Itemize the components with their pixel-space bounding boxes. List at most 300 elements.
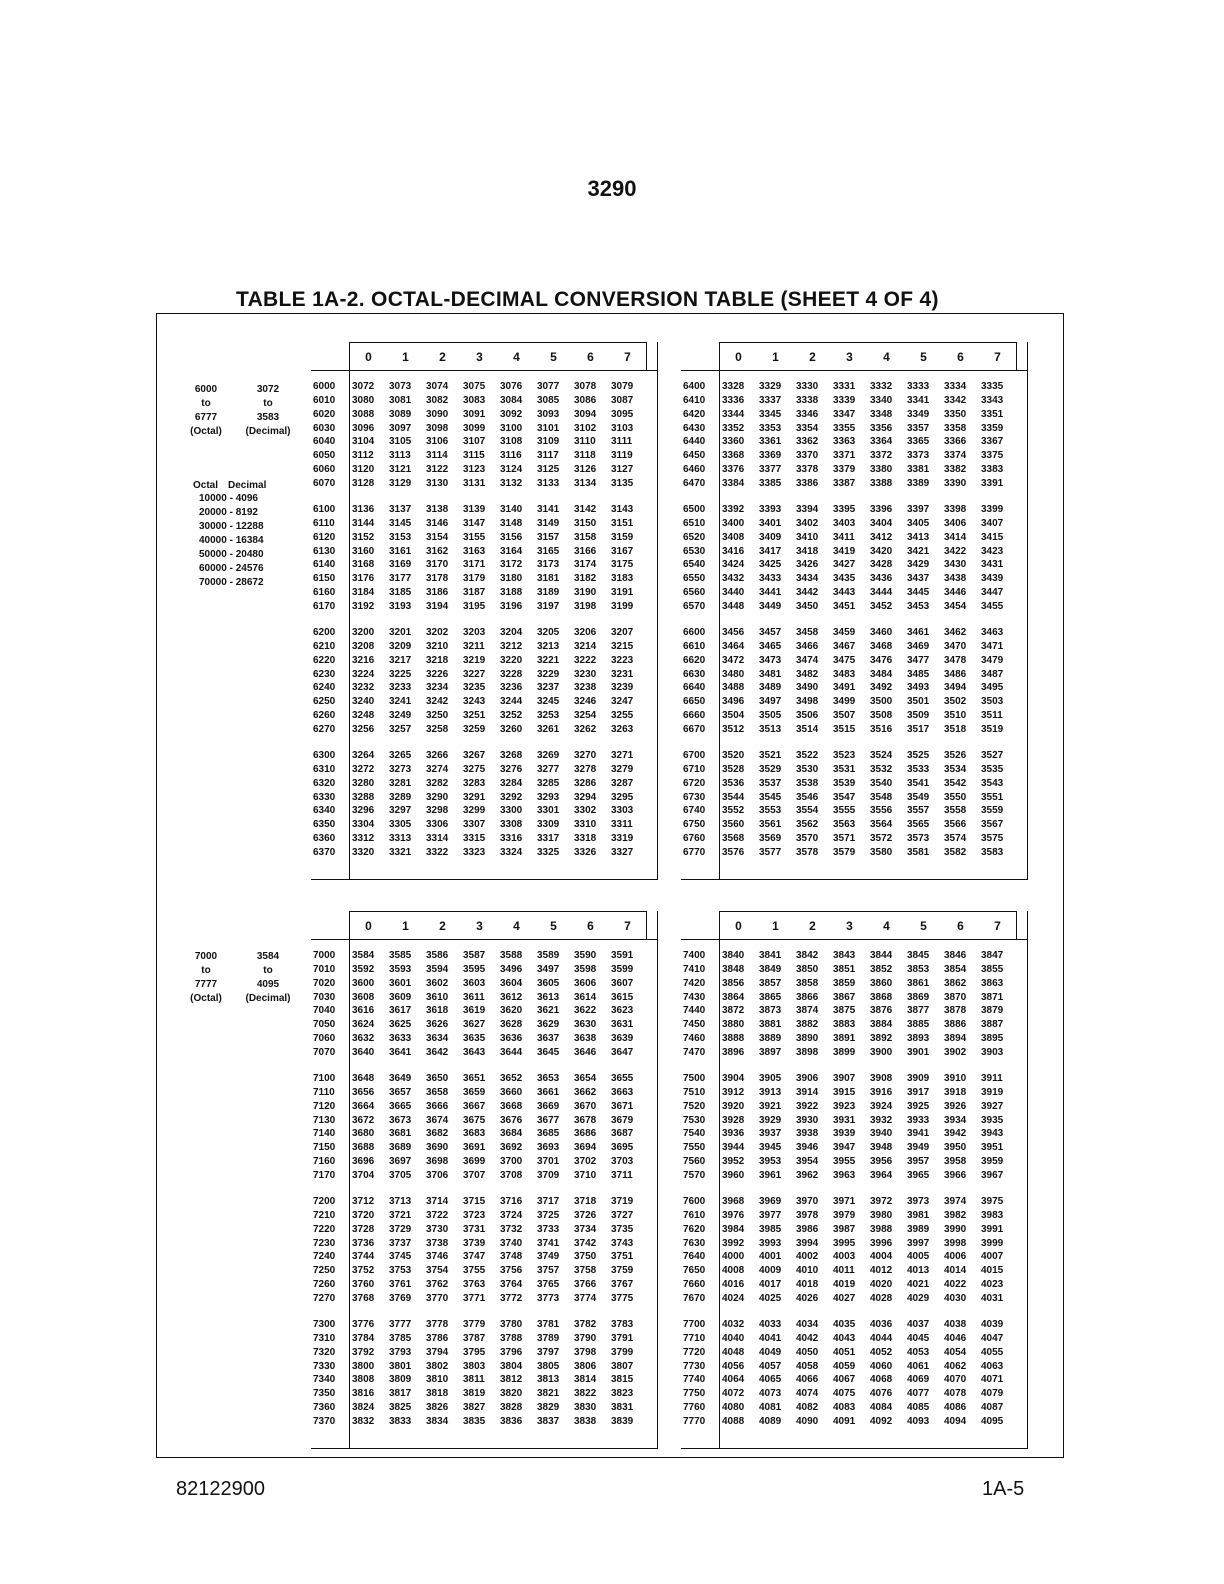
decimal-cells: [719, 750, 1018, 761]
decimal-value: 3332: [870, 381, 893, 393]
decimal-cells: [719, 1361, 1018, 1372]
decimal-value: 3351: [981, 408, 1004, 420]
decimal-value: 3970: [796, 1196, 819, 1208]
decimal-value: 4043: [833, 1333, 856, 1345]
table-row: [681, 845, 1018, 859]
decimal-value: 3824: [352, 1401, 375, 1413]
column-header: 7: [624, 919, 631, 933]
decimal-value: 3200: [352, 627, 375, 639]
decimal-value: 4004: [870, 1251, 893, 1263]
decimal-cells: [349, 478, 648, 489]
decimal-cells: [719, 1265, 1018, 1276]
decimal-value: 3331: [833, 381, 856, 393]
decimal-value: 3091: [463, 408, 486, 420]
decimal-cells: [349, 381, 648, 392]
decimal-cells: [349, 1347, 648, 1358]
decimal-value: 3914: [796, 1087, 819, 1099]
table-row: [681, 435, 1018, 449]
decimal-value: 3389: [907, 477, 930, 489]
decimal-value: 3595: [463, 964, 486, 976]
decimal-value: 3772: [500, 1292, 523, 1304]
decimal-value: 3782: [574, 1319, 597, 1331]
table-row: [681, 1414, 1018, 1428]
decimal-value: 3854: [944, 964, 967, 976]
decimal-cells: [349, 450, 648, 461]
table-row: [311, 517, 648, 531]
decimal-value: 3464: [722, 641, 745, 653]
powers-header-decimal: Decimal: [228, 480, 267, 491]
decimal-value: 3727: [611, 1210, 634, 1222]
decimal-value: 4038: [944, 1319, 967, 1331]
decimal-value: 3900: [870, 1046, 893, 1058]
decimal-value: 3480: [722, 668, 745, 680]
table-row: [681, 804, 1018, 818]
decimal-value: 3557: [907, 805, 930, 817]
decimal-value: 4017: [759, 1278, 782, 1290]
octal-value: 7650: [683, 1265, 706, 1277]
decimal-value: 3248: [352, 709, 375, 721]
decimal-value: 3560: [722, 819, 745, 831]
decimal-value: 3993: [759, 1237, 782, 1249]
decimal-value: 3431: [981, 559, 1004, 571]
decimal-cells: [349, 778, 648, 789]
decimal-value: 3412: [870, 531, 893, 543]
header-rule: [311, 939, 657, 940]
decimal-value: 3564: [870, 819, 893, 831]
decimal-value: 3869: [907, 991, 930, 1003]
row-group: [311, 1072, 648, 1182]
octal-value: 6500: [683, 504, 706, 516]
decimal-value: 3986: [796, 1223, 819, 1235]
decimal-value: 4036: [870, 1319, 893, 1331]
octal-value: 7400: [683, 950, 706, 962]
decimal-value: 3268: [500, 750, 523, 762]
decimal-value: 3120: [352, 463, 375, 475]
decimal-cells: [719, 950, 1018, 961]
decimal-value: 3673: [389, 1114, 412, 1126]
octal-value: 6440: [683, 436, 706, 448]
octal-value: 7110: [313, 1087, 335, 1099]
decimal-value: 3662: [574, 1087, 597, 1099]
decimal-value: 3219: [463, 654, 486, 666]
decimal-value: 3518: [944, 723, 967, 735]
decimal-value: 3296: [352, 805, 375, 817]
decimal-value: 3723: [463, 1210, 486, 1222]
decimal-value: 3261: [537, 723, 560, 735]
decimal-value: 3173: [537, 559, 560, 571]
decimal-value: 3321: [389, 846, 412, 858]
decimal-cells: [719, 464, 1018, 475]
decimal-cells: [719, 1224, 1018, 1235]
decimal-value: 3223: [611, 654, 634, 666]
decimal-cells: [719, 1388, 1018, 1399]
octal-value: 7030: [313, 991, 336, 1003]
decimal-cells: [719, 724, 1018, 735]
decimal-value: 3494: [944, 682, 967, 694]
decimal-value: 3529: [759, 764, 782, 776]
decimal-value: 4013: [907, 1265, 930, 1277]
decimal-value: 3099: [463, 422, 486, 434]
decimal-value: 3316: [500, 832, 523, 844]
table-row: [311, 1045, 648, 1059]
decimal-value: 3282: [426, 777, 449, 789]
decimal-value: 3103: [611, 422, 634, 434]
table-row: [311, 1127, 648, 1141]
decimal-value: 3511: [981, 709, 1003, 721]
decimal-value: 3921: [759, 1100, 782, 1112]
decimal-value: 3943: [981, 1128, 1004, 1140]
decimal-value: 4008: [722, 1265, 745, 1277]
decimal-value: 3186: [426, 586, 449, 598]
decimal-value: 3123: [463, 463, 486, 475]
table-row: [311, 845, 648, 859]
decimal-value: 3855: [981, 964, 1004, 976]
header-rule: [681, 370, 1027, 371]
decimal-value: 3365: [907, 436, 930, 448]
decimal-value: 3981: [907, 1210, 930, 1222]
table-row: [311, 1223, 648, 1237]
decimal-cells: [349, 1087, 648, 1098]
decimal-value: 3766: [574, 1278, 597, 1290]
decimal-value: 3283: [463, 777, 486, 789]
decimal-cells: [719, 1210, 1018, 1221]
decimal-value: 3849: [759, 964, 782, 976]
octal-value: 6120: [313, 531, 336, 543]
octal-value: 6130: [313, 545, 336, 557]
decimal-cells: [719, 1319, 1018, 1330]
decimal-value: 3688: [352, 1142, 375, 1154]
octal-value: 6740: [683, 805, 706, 817]
decimal-value: 4053: [907, 1346, 930, 1358]
octal-value: 7020: [313, 977, 336, 989]
decimal-value: 3269: [537, 750, 560, 762]
decimal-value: 3189: [537, 586, 560, 598]
table-row: [681, 1291, 1018, 1305]
decimal-value: 3934: [944, 1114, 967, 1126]
decimal-value: 3162: [426, 545, 449, 557]
decimal-value: 3950: [944, 1142, 967, 1154]
column-header: 3: [476, 350, 483, 364]
decimal-value: 3218: [426, 654, 449, 666]
decimal-value: 3790: [574, 1333, 597, 1345]
table-row: [681, 1168, 1018, 1182]
table-row: [311, 1236, 648, 1250]
decimal-value: 3124: [500, 463, 523, 475]
decimal-value: 3699: [463, 1155, 486, 1167]
octal-value: 7410: [683, 964, 706, 976]
decimal-value: 3265: [389, 750, 412, 762]
octal-value: 6220: [313, 654, 336, 666]
decimal-value: 4085: [907, 1401, 930, 1413]
decimal-value: 3276: [500, 764, 523, 776]
decimal-cells: [349, 423, 648, 434]
decimal-value: 3433: [759, 573, 782, 585]
decimal-value: 3196: [500, 600, 523, 612]
decimal-value: 3171: [463, 559, 486, 571]
octal-value: 6470: [683, 477, 706, 489]
decimal-value: 3362: [796, 436, 819, 448]
decimal-value: 3443: [833, 586, 856, 598]
decimal-value: 3426: [796, 559, 819, 571]
octal-value: 6370: [313, 846, 336, 858]
decimal-value: 3629: [537, 1019, 560, 1031]
decimal-value: 3975: [981, 1196, 1004, 1208]
octal-value: 6030: [313, 422, 336, 434]
decimal-value: 3876: [870, 1005, 893, 1017]
decimal-value: 3653: [537, 1073, 560, 1085]
decimal-value: 3833: [389, 1415, 412, 1427]
decimal-cells: [719, 1293, 1018, 1304]
decimal-value: 3237: [537, 682, 560, 694]
table-row: [311, 722, 648, 736]
decimal-value: 3881: [759, 1019, 782, 1031]
table-row: [311, 1414, 648, 1428]
decimal-value: 3094: [574, 408, 597, 420]
table-row: [311, 394, 648, 408]
decimal-value: 3832: [352, 1415, 375, 1427]
decimal-value: 3928: [722, 1114, 745, 1126]
table-title: TABLE 1A-2. OCTAL-DECIMAL CONVERSION TABLE (SHEET 4 OF 4): [236, 288, 939, 311]
octal-value: 6170: [313, 600, 336, 612]
decimal-value: 4067: [833, 1374, 856, 1386]
decimal-value: 4077: [907, 1388, 930, 1400]
decimal-value: 3626: [426, 1019, 449, 1031]
decimal-value: 3492: [870, 682, 893, 694]
decimal-value: 3752: [352, 1265, 375, 1277]
decimal-value: 4044: [870, 1333, 893, 1345]
table-row: [681, 963, 1018, 977]
decimal-cells: [719, 805, 1018, 816]
decimal-value: 3964: [870, 1169, 893, 1181]
decimal-value: 3129: [389, 477, 412, 489]
decimal-cells: [349, 1196, 648, 1207]
decimal-value: 3767: [611, 1278, 634, 1290]
table-row: [311, 977, 648, 991]
table-row: [311, 1113, 648, 1127]
table-row: [311, 476, 648, 490]
decimal-value: 3072: [352, 381, 375, 393]
decimal-value: 3617: [389, 1005, 412, 1017]
decimal-value: 3429: [907, 559, 930, 571]
decimal-value: 3249: [389, 709, 412, 721]
decimal-value: 3465: [759, 641, 782, 653]
decimal-value: 3839: [611, 1415, 634, 1427]
octal-value: 6310: [313, 764, 336, 776]
decimal-value: 3605: [537, 977, 560, 989]
octal-value: 6350: [313, 819, 336, 831]
decimal-cells: [719, 587, 1018, 598]
decimal-value: 3146: [426, 518, 449, 530]
decimal-value: 3112: [352, 450, 374, 462]
table-row: [311, 1195, 648, 1209]
column-header: 4: [883, 919, 890, 933]
octal-value: 6200: [313, 627, 336, 639]
decimal-value: 3095: [611, 408, 634, 420]
decimal-value: 3742: [574, 1237, 597, 1249]
decimal-value: 3717: [537, 1196, 560, 1208]
decimal-cells: [349, 1210, 648, 1221]
decimal-value: 3230: [574, 668, 597, 680]
octal-value: 6430: [683, 422, 706, 434]
octal-value: 7620: [683, 1223, 706, 1235]
decimal-value: 3794: [426, 1346, 449, 1358]
table-row: [311, 1291, 648, 1305]
decimal-value: 3338: [796, 395, 819, 407]
decimal-value: 3400: [722, 518, 745, 530]
decimal-value: 3623: [611, 1005, 634, 1017]
decimal-value: 3092: [500, 408, 523, 420]
decimal-value: 3884: [870, 1019, 893, 1031]
decimal-value: 3423: [981, 545, 1004, 557]
section-1-range-label: [177, 384, 297, 440]
column-header: 5: [920, 350, 927, 364]
octal-value: 6240: [313, 682, 336, 694]
decimal-value: 4030: [944, 1292, 967, 1304]
decimal-value: 3295: [611, 791, 634, 803]
decimal-value: 4039: [981, 1319, 1004, 1331]
decimal-value: 3715: [463, 1196, 486, 1208]
octal-value: 7320: [313, 1346, 336, 1358]
decimal-value: 3234: [426, 682, 449, 694]
decimal-value: 3239: [611, 682, 634, 694]
decimal-value: 3661: [537, 1087, 560, 1099]
decimal-value: 3363: [833, 436, 856, 448]
column-header: 0: [365, 919, 372, 933]
decimal-value: 3422: [944, 545, 967, 557]
decimal-value: 3475: [833, 654, 856, 666]
decimal-value: 3534: [944, 764, 967, 776]
table-row: [311, 1004, 648, 1018]
table-row: [311, 832, 648, 846]
decimal-value: 3137: [389, 504, 412, 516]
decimal-value: 3181: [537, 573, 560, 585]
decimal-cells: [349, 409, 648, 420]
decimal-cells: [719, 1347, 1018, 1358]
decimal-cells: [349, 504, 648, 515]
decimal-value: 3903: [981, 1046, 1004, 1058]
octal-value: 7720: [683, 1346, 706, 1358]
decimal-value: 3470: [944, 641, 967, 653]
octal-value: 7420: [683, 977, 706, 989]
decimal-value: 3533: [907, 764, 930, 776]
decimal-value: 3897: [759, 1046, 782, 1058]
decimal-cells: [349, 1142, 648, 1153]
decimal-value: 4056: [722, 1360, 745, 1372]
decimal-value: 4037: [907, 1319, 930, 1331]
octal-value: 6630: [683, 668, 706, 680]
decimal-value: 3660: [500, 1087, 523, 1099]
decimal-value: 3355: [833, 422, 856, 434]
decimal-value: 3121: [389, 463, 412, 475]
decimal-value: 3132: [500, 477, 523, 489]
header-rule: [681, 939, 1027, 940]
decimal-value: 3545: [759, 791, 782, 803]
decimal-cells: [719, 1033, 1018, 1044]
decimal-value: 4007: [981, 1251, 1004, 1263]
decimal-value: 3130: [426, 477, 449, 489]
decimal-value: 3976: [722, 1210, 745, 1222]
table-row: [681, 722, 1018, 736]
row-group: [311, 1195, 648, 1305]
decimal-value: 3209: [389, 641, 412, 653]
decimal-value: 3568: [722, 832, 745, 844]
decimal-value: 3740: [500, 1237, 523, 1249]
decimal-value: 3349: [907, 408, 930, 420]
table-row: [311, 463, 648, 477]
decimal-value: 3320: [352, 846, 375, 858]
decimal-value: 3182: [574, 573, 597, 585]
decimal-value: 3244: [500, 696, 523, 708]
decimal-value: 3547: [833, 791, 856, 803]
table-frame: [156, 313, 1064, 1458]
decimal-value: 3739: [463, 1237, 486, 1249]
table-row: [681, 681, 1018, 695]
decimal-value: 3576: [722, 846, 745, 858]
decimal-value: 3373: [907, 450, 930, 462]
decimal-value: 3805: [537, 1360, 560, 1372]
decimal-value: 4092: [870, 1415, 893, 1427]
decimal-value: 3333: [907, 381, 930, 393]
decimal-value: 3649: [389, 1073, 412, 1085]
decimal-value: 3584: [352, 950, 375, 962]
decimal-value: 3755: [463, 1265, 486, 1277]
decimal-value: 3322: [426, 846, 449, 858]
octal-value: 7120: [313, 1100, 336, 1112]
octal-value: 6770: [683, 846, 706, 858]
decimal-value: 3216: [352, 654, 375, 666]
decimal-value: 3510: [944, 709, 967, 721]
decimal-value: 3890: [796, 1032, 819, 1044]
table-row: [311, 763, 648, 777]
table-row: [681, 1387, 1018, 1401]
decimal-value: 3102: [574, 422, 597, 434]
decimal-value: 3306: [426, 819, 449, 831]
decimal-value: 4016: [722, 1278, 745, 1290]
decimal-value: 3348: [870, 408, 893, 420]
decimal-value: 3158: [574, 531, 597, 543]
decimal-value: 3737: [389, 1237, 412, 1249]
decimal-value: 3706: [426, 1169, 449, 1181]
decimal-value: 3931: [833, 1114, 856, 1126]
table-row: [311, 1373, 648, 1387]
decimal-value: 4047: [981, 1333, 1004, 1345]
decimal-value: 3088: [352, 408, 375, 420]
decimal-value: 3476: [870, 654, 893, 666]
decimal-value: 3923: [833, 1100, 856, 1112]
decimal-value: 3381: [907, 463, 930, 475]
decimal-value: 3463: [981, 627, 1004, 639]
decimal-value: 3847: [981, 950, 1004, 962]
octal-value: 7450: [683, 1019, 706, 1031]
decimal-cells: [349, 950, 648, 961]
decimal-value: 3858: [796, 977, 819, 989]
column-header-row: [719, 342, 1017, 371]
octal-value: 7470: [683, 1046, 706, 1058]
decimal-value: 3947: [833, 1142, 856, 1154]
decimal-value: 3777: [389, 1319, 412, 1331]
decimal-value: 4082: [796, 1401, 819, 1413]
decimal-value: 3633: [389, 1032, 412, 1044]
decimal-value: 3204: [500, 627, 523, 639]
decimal-value: 3079: [611, 381, 634, 393]
decimal-value: 3683: [463, 1128, 486, 1140]
decimal-value: 3110: [574, 436, 596, 448]
decimal-value: 4074: [796, 1388, 819, 1400]
row-group: [311, 1318, 648, 1428]
decimal-value: 3446: [944, 586, 967, 598]
decimal-cells: [719, 436, 1018, 447]
decimal-value: 3938: [796, 1128, 819, 1140]
